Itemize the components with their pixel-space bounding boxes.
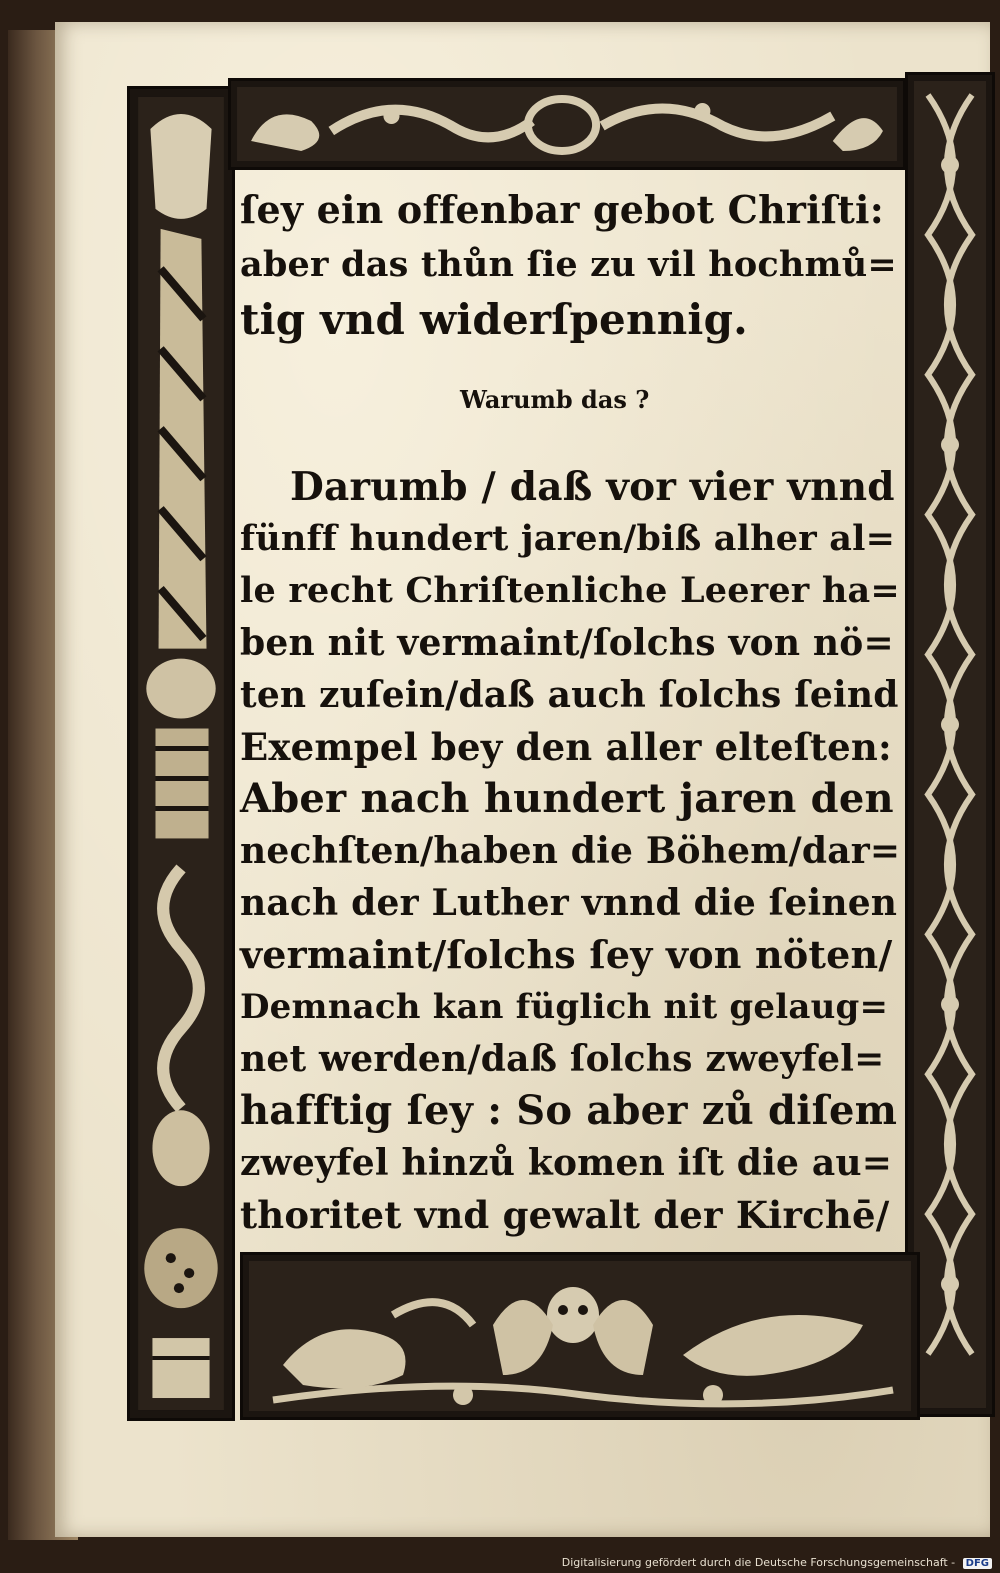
woodcut-border-left [127, 86, 235, 1421]
digitization-credit [562, 1556, 992, 1569]
text-line: Demnach kan füglich nit gelaug= [240, 987, 889, 1027]
woodcut-border-top [228, 78, 906, 170]
text-line: tig vnd widerſpennig. [240, 295, 748, 344]
text-line: ſey ein offenbar gebot Chriſti: [240, 187, 884, 232]
text-block [240, 175, 905, 1250]
text-line: Darumb / daß vor vier vnnd [290, 464, 895, 510]
text-line: fünff hundert jaren/biß alher al= [240, 518, 896, 559]
text-line: ten zuſein/daß auch ſolchs ſeind [240, 674, 899, 716]
text-line: ben nit vermaint/ſolchs von nö= [240, 622, 894, 664]
text-line: zweyfel hinzů komen iſt die au= [240, 1142, 893, 1184]
woodcut-border-right [905, 72, 995, 1417]
text-line: net werden/daß ſolchs zweyfel= [240, 1038, 885, 1080]
text-line: hafftig ſey : So aber zů diſem [240, 1087, 898, 1134]
section-heading: Warumb das ? [460, 385, 650, 414]
text-line: le recht Chriſtenliche Leerer ha= [240, 570, 900, 611]
text-line: aber das thůn ſie zu vil hochmů= [240, 244, 897, 285]
woodcut-border-bottom [240, 1252, 920, 1420]
text-line: vermaint/ſolchs ſey von nöten/ [240, 932, 893, 977]
text-line: thoritet vnd gewalt der Kirchē/ [240, 1193, 890, 1237]
credit-text: Digitalisierung gefördert durch die Deutsche Forschungsgemeinschaft - [561, 1556, 956, 1569]
text-line: Aber nach hundert jaren den [240, 775, 894, 822]
text-line: nechſten/haben die Böhem/dar= [240, 830, 901, 872]
dfg-logo: DFG [963, 1558, 992, 1569]
text-line: nach der Luther vnnd die ſeinen [240, 882, 898, 924]
text-line: Exempel bey den aller elteſten: [240, 725, 892, 769]
